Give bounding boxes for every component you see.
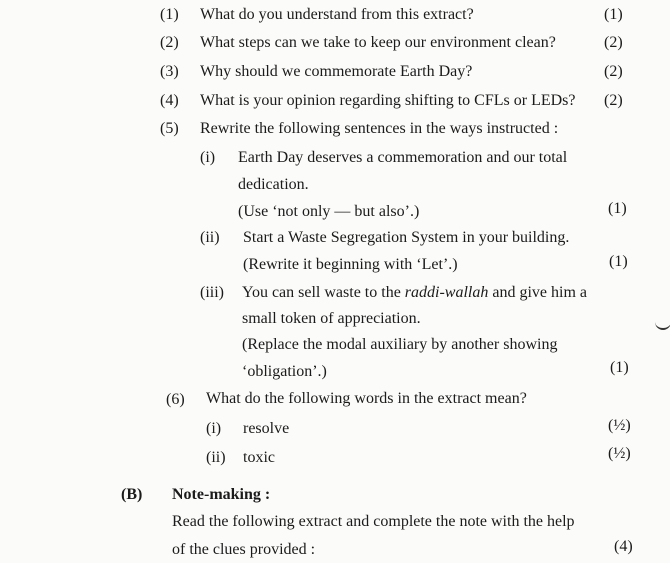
sub-number: (i) [206, 420, 222, 437]
sub-text: resolve [243, 420, 290, 437]
question-number: (4) [160, 92, 179, 109]
sub-text: dedication. [238, 176, 309, 193]
section-title: Note-making : [172, 486, 271, 503]
marks: (1) [610, 359, 629, 376]
marks: (1) [604, 6, 623, 23]
question-text: Rewrite the following sentences in the ways instructed : [200, 120, 559, 137]
sub-text: Earth Day deserves a commemoration and our total [238, 149, 568, 166]
marks: (1) [608, 200, 627, 217]
sub-text: Start a Waste Segregation System in your building. [243, 229, 570, 246]
sub-text: You can sell waste to the raddi-wallah and give him a [242, 284, 587, 301]
italic-term: raddi-wallah [404, 284, 489, 301]
section-label: (B) [121, 486, 143, 503]
question-number: (5) [160, 120, 179, 137]
question-number: (3) [160, 63, 179, 80]
sub-number: (iii) [200, 284, 224, 301]
sub-instruction: (Rewrite it beginning with ‘Let’.) [243, 256, 458, 273]
sub-number: (ii) [200, 229, 220, 246]
sub-instruction: (Use ‘not only — but also’.) [238, 203, 420, 220]
question-text: What do you understand from this extract? [200, 6, 474, 23]
sub-text: small token of appreciation. [242, 310, 421, 327]
question-number: (6) [166, 391, 185, 408]
marks: (½) [608, 417, 631, 434]
marks: (2) [604, 63, 623, 80]
marks: (2) [604, 92, 623, 109]
question-text: What do the following words in the extract mean? [206, 390, 527, 407]
marks: (1) [609, 253, 628, 270]
sub-text: toxic [243, 449, 275, 466]
sub-instruction: (Replace the modal auxiliary by another showing [242, 336, 558, 353]
sub-number: (ii) [206, 449, 226, 466]
sub-instruction: ‘obligation’.) [242, 363, 327, 380]
question-number: (2) [160, 34, 179, 51]
question-text: Why should we commemorate Earth Day? [200, 63, 473, 80]
marks: (2) [604, 34, 623, 51]
question-text: What is your opinion regarding shifting to CFLs or LEDs? [200, 92, 576, 109]
sub-number: (i) [200, 149, 216, 166]
margin-mark [655, 312, 670, 330]
question-number: (1) [160, 6, 179, 23]
section-text: Read the following extract and complete the note with the help [172, 513, 575, 530]
section-text: of the clues provided : [172, 541, 316, 558]
marks: (½) [608, 445, 631, 462]
question-text: What steps can we take to keep our environment clean? [200, 34, 556, 51]
marks: (4) [614, 538, 633, 555]
